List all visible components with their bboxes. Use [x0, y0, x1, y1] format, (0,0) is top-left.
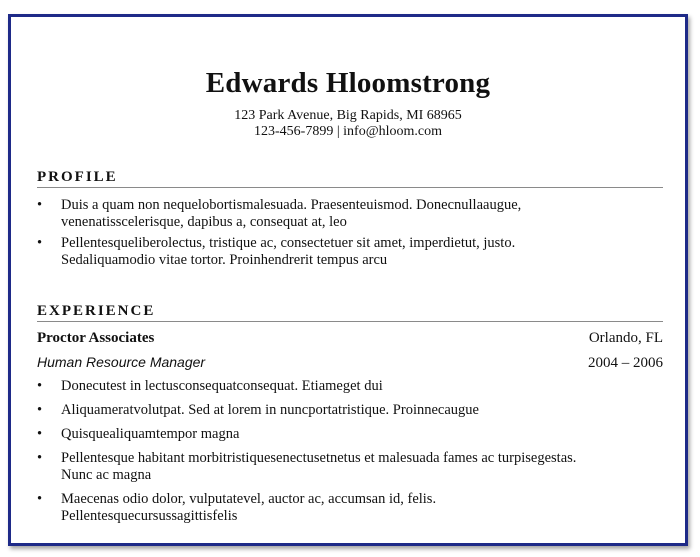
job-title: Human Resource Manager — [37, 354, 206, 370]
profile-list — [37, 197, 663, 269]
profile-item-line: Pellentesqueliberolectus, tristique ac, consectetuer sit amet, imperdietut, justo. — [61, 235, 516, 251]
resume-page — [8, 14, 688, 546]
experience-item-line: Quisquealiquamtempor magna — [61, 426, 240, 442]
contact-line: 123-456-7899 | info@hloom.com — [254, 124, 442, 139]
experience-item — [37, 491, 663, 525]
candidate-name: Edwards Hloomstrong — [205, 67, 491, 99]
experience-item-line: Aliquameratvolutpat. Sed at lorem in nuncportatristique. Proinnecaugue — [61, 402, 479, 418]
profile-item-line: Duis a quam non nequelobortismalesuada. Praesenteuismod. Donecnullaaugue, — [61, 197, 522, 213]
experience-item — [37, 450, 663, 484]
bullet-icon: • — [37, 197, 43, 213]
bullet-icon: • — [37, 450, 43, 466]
job-subheader — [37, 354, 663, 372]
bullet-icon: • — [37, 235, 43, 251]
job-dates: 2004 – 2006 — [588, 355, 663, 371]
bullet-icon: • — [37, 378, 43, 394]
experience-item — [37, 426, 663, 443]
address: 123 Park Avenue, Big Rapids, MI 68965 — [234, 108, 462, 123]
profile-heading: PROFILE — [37, 169, 663, 188]
profile-item — [37, 235, 663, 269]
experience-item-line: Nunc ac magna — [61, 467, 152, 483]
experience-heading: EXPERIENCE — [37, 303, 663, 322]
job-location: Orlando, FL — [588, 330, 663, 346]
company-name: Proctor Associates — [37, 330, 155, 346]
experience-item-line: Pellentesquecursussagittisfelis — [61, 508, 238, 524]
job-header — [37, 330, 663, 347]
profile-item-line: Sedaliquamodio vitae tortor. Proinhendrerit tempus arcu — [61, 252, 388, 268]
experience-item-line: Pellentesque habitant morbitristiquesenectusetnetus et malesuada fames ac turpisegestas. — [61, 450, 577, 466]
profile-item — [37, 197, 663, 231]
experience-item-line: Maecenas odio dolor, vulputatevel, auctor ac, accumsan id, felis. — [61, 491, 437, 507]
profile-item-line: venenatisscelerisque, dapibus a, consequat at, leo — [61, 214, 347, 230]
experience-item — [37, 378, 663, 395]
bullet-icon: • — [37, 491, 43, 507]
experience-item — [37, 402, 663, 419]
experience-list — [37, 378, 663, 525]
bullet-icon: • — [37, 426, 43, 442]
experience-item-line: Donecutest in lectusconsequatconsequat. Etiameget dui — [61, 378, 383, 394]
bullet-icon: • — [37, 402, 43, 418]
